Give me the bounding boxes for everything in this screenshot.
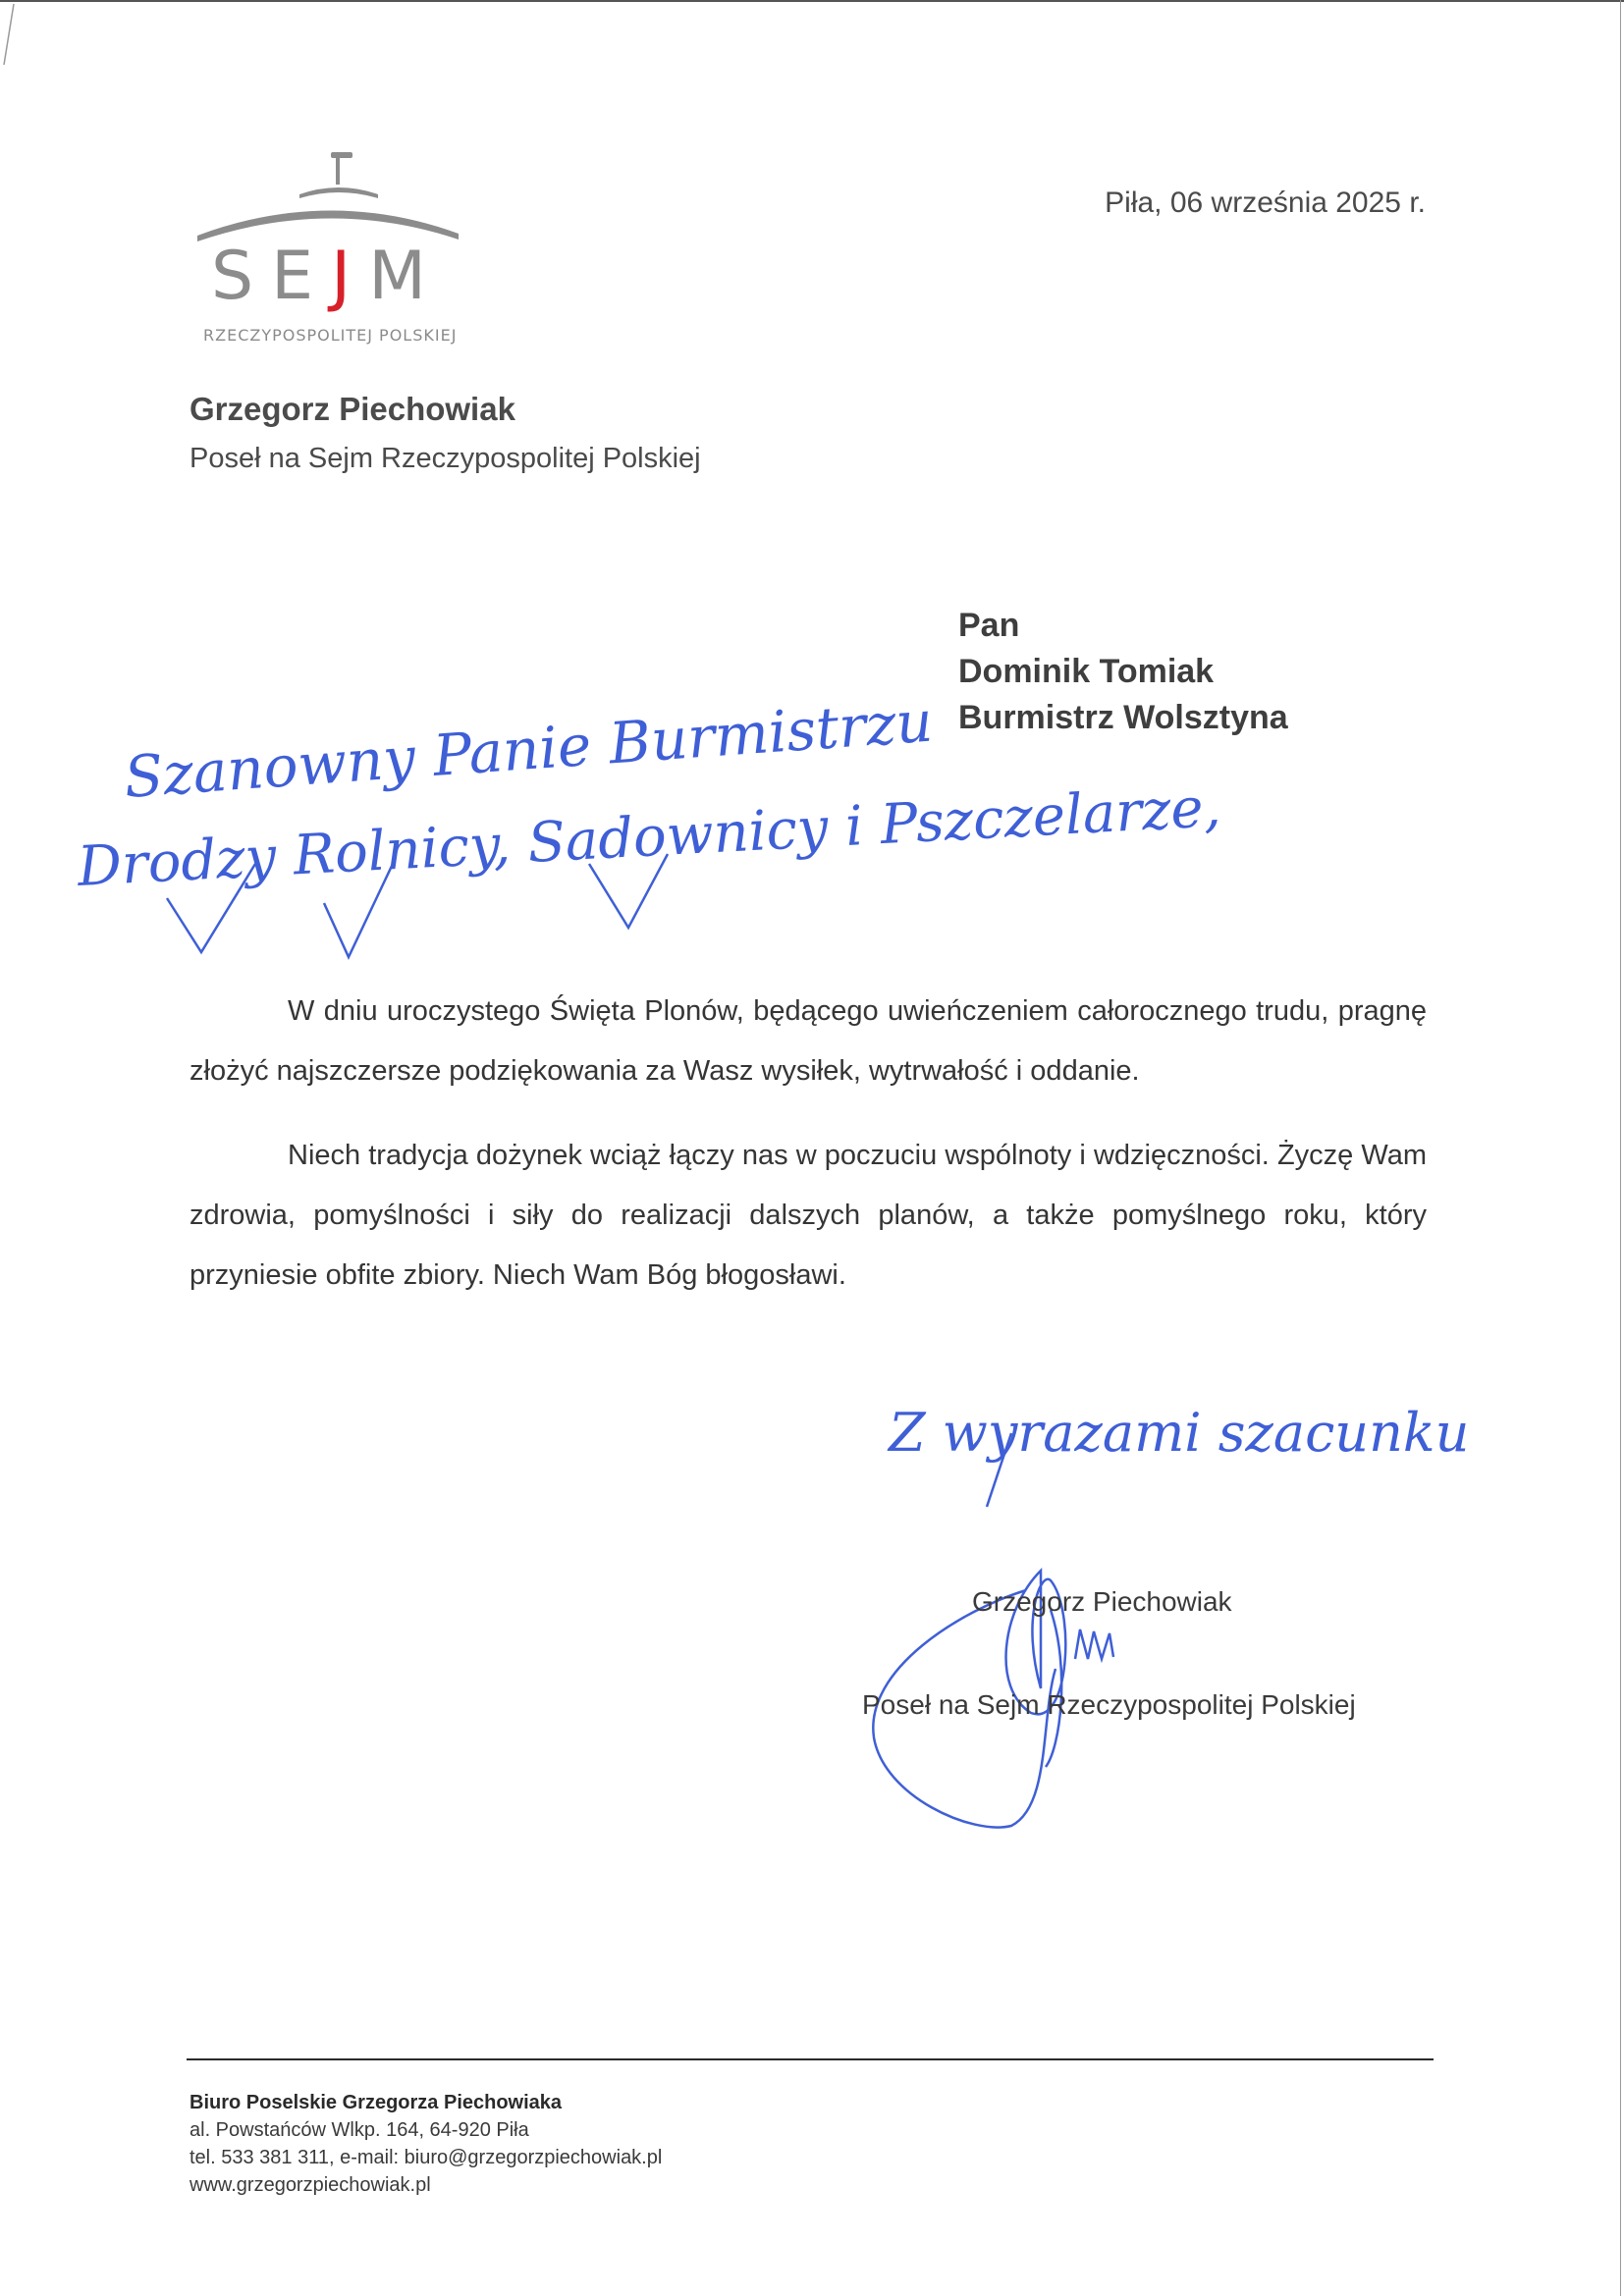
handwriting-descender <box>589 854 668 928</box>
handwriting-descender <box>167 864 255 952</box>
sejm-building-icon <box>191 147 466 245</box>
footer-contact: tel. 533 381 311, e-mail: biuro@grzegorzpiechowiak.pl <box>189 2147 663 2168</box>
logo-wordmark: SEJM <box>211 238 444 315</box>
recipient-title: Burmistrz Wolsztyna <box>958 699 1288 736</box>
recipient-block <box>958 603 1288 741</box>
scan-edge <box>1620 0 1621 2296</box>
signature-title: Poseł na Sejm Rzeczypospolitej Polskiej <box>862 1689 1356 1720</box>
handwritten-salutation-line2: Drodzy Rolnicy, Sadownicy i Pszczelarze, <box>76 775 1222 899</box>
recipient-name: Dominik Tomiak <box>958 653 1215 690</box>
footer-website: www.grzegorzpiechowiak.pl <box>189 2174 431 2196</box>
handwriting-descender <box>324 864 393 957</box>
scan-mark <box>0 0 20 69</box>
footer-address: al. Powstańców Wlkp. 164, 64-920 Piła <box>189 2119 529 2141</box>
sender-name: Grzegorz Piechowiak <box>189 391 515 427</box>
handwritten-closing: Z wyrazami szacunku <box>889 1402 1470 1464</box>
scan-edge <box>0 0 1624 2</box>
handwritten-salutation-line1: Szanowny Panie Burmistrzu <box>122 687 935 811</box>
letter-date: Piła, 06 września 2025 r. <box>1105 187 1426 219</box>
sejm-logo <box>191 147 466 358</box>
sender-title: Poseł na Sejm Rzeczypospolitej Polskiej <box>189 443 701 474</box>
footer <box>189 2089 662 2199</box>
recipient-salutation: Pan <box>958 607 1020 644</box>
signature-name: Grzegorz Piechowiak <box>972 1586 1232 1617</box>
handwriting-descender <box>987 1433 1011 1507</box>
footer-divider <box>187 2058 1434 2060</box>
footer-office: Biuro Poselskie Grzegorza Piechowiaka <box>189 2092 563 2113</box>
logo-subtitle: RZECZYPOSPOLITEJ POLSKIEJ <box>203 326 458 345</box>
body-paragraph-2: Niech tradycja dożynek wciąż łączy nas w poczuciu wspólnoty i wdzięczności. Życzę Wam zdrowia, pomyślności i siły do realizacji dalszych planów, a także pomyślnego roku, który przyniesie obfite zbiory. Niech Wam Bóg błogosławi. <box>189 1140 1427 1291</box>
body-paragraph-1: W dniu uroczystego Święta Plonów, będącego uwieńczeniem całorocznego trudu, pragnę złożyć najszczersze podziękowania za Wasz wysiłek, wytrwałość i oddanie. <box>189 995 1427 1087</box>
